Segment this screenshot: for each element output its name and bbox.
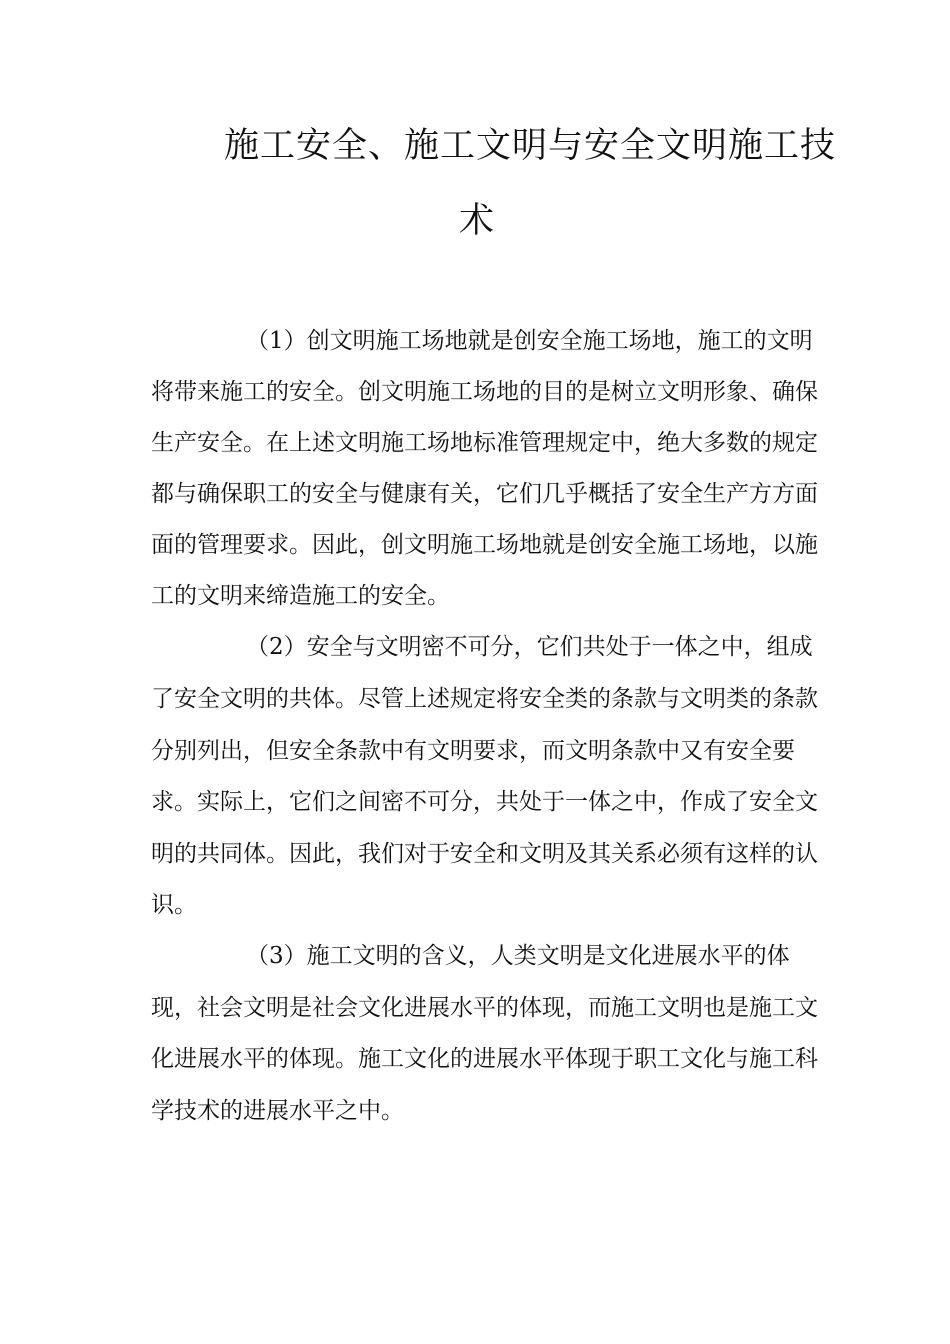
paragraph-2-line-1: （2）安全与文明密不可分，它们共处于一体之中，组成 [246,634,813,660]
paragraph-2-line-5: 明的共同体。因此，我们对于安全和文明及其关系必须有这样的认 [151,841,818,867]
paragraph-3-line-4: 学技术的进展水平之中。 [151,1098,404,1124]
paragraph-3-line-2: 现，社会文明是社会文化进展水平的体现，而施工文明也是施工文 [151,995,818,1021]
paragraph-2-line-6: 识。 [151,892,197,918]
paragraph-1-line-4: 都与确保职工的安全与健康有关，它们几乎概括了安全生产方方面 [151,481,818,507]
paragraph-3-line-1: （3）施工文明的含义，人类文明是文化进展水平的体 [246,943,790,969]
paragraph-2-line-2: 了安全文明的共体。尽管上述规定将安全类的条款与文明类的条款 [151,686,818,712]
paragraph-1-line-3: 生产安全。在上述文明施工场地标准管理规定中，绝大多数的规定 [151,430,818,456]
paragraph-1-line-2: 将带来施工的安全。创文明施工场地的目的是树立文明形象、确保 [151,379,818,405]
paragraph-1-line-6: 工的文明来缔造施工的安全。 [151,583,450,609]
paragraph-2-line-3: 分别列出，但安全条款中有文明要求，而文明条款中又有安全要 [151,738,795,764]
paragraph-1-line-1: （1）创文明施工场地就是创安全施工场地，施工的文明 [246,328,813,354]
paragraph-1-line-5: 面的管理要求。因此，创文明施工场地就是创安全施工场地，以施 [151,532,818,558]
document-title-line-1: 施工安全、施工文明与安全文明施工技 [224,126,837,166]
paragraph-2-line-4: 求。实际上，它们之间密不可分，共处于一体之中，作成了安全文 [151,789,818,815]
document-title-line-2: 术 [459,201,496,241]
paragraph-3-line-3: 化进展水平的体现。施工文化的进展水平体现于职工文化与施工科 [151,1046,818,1072]
